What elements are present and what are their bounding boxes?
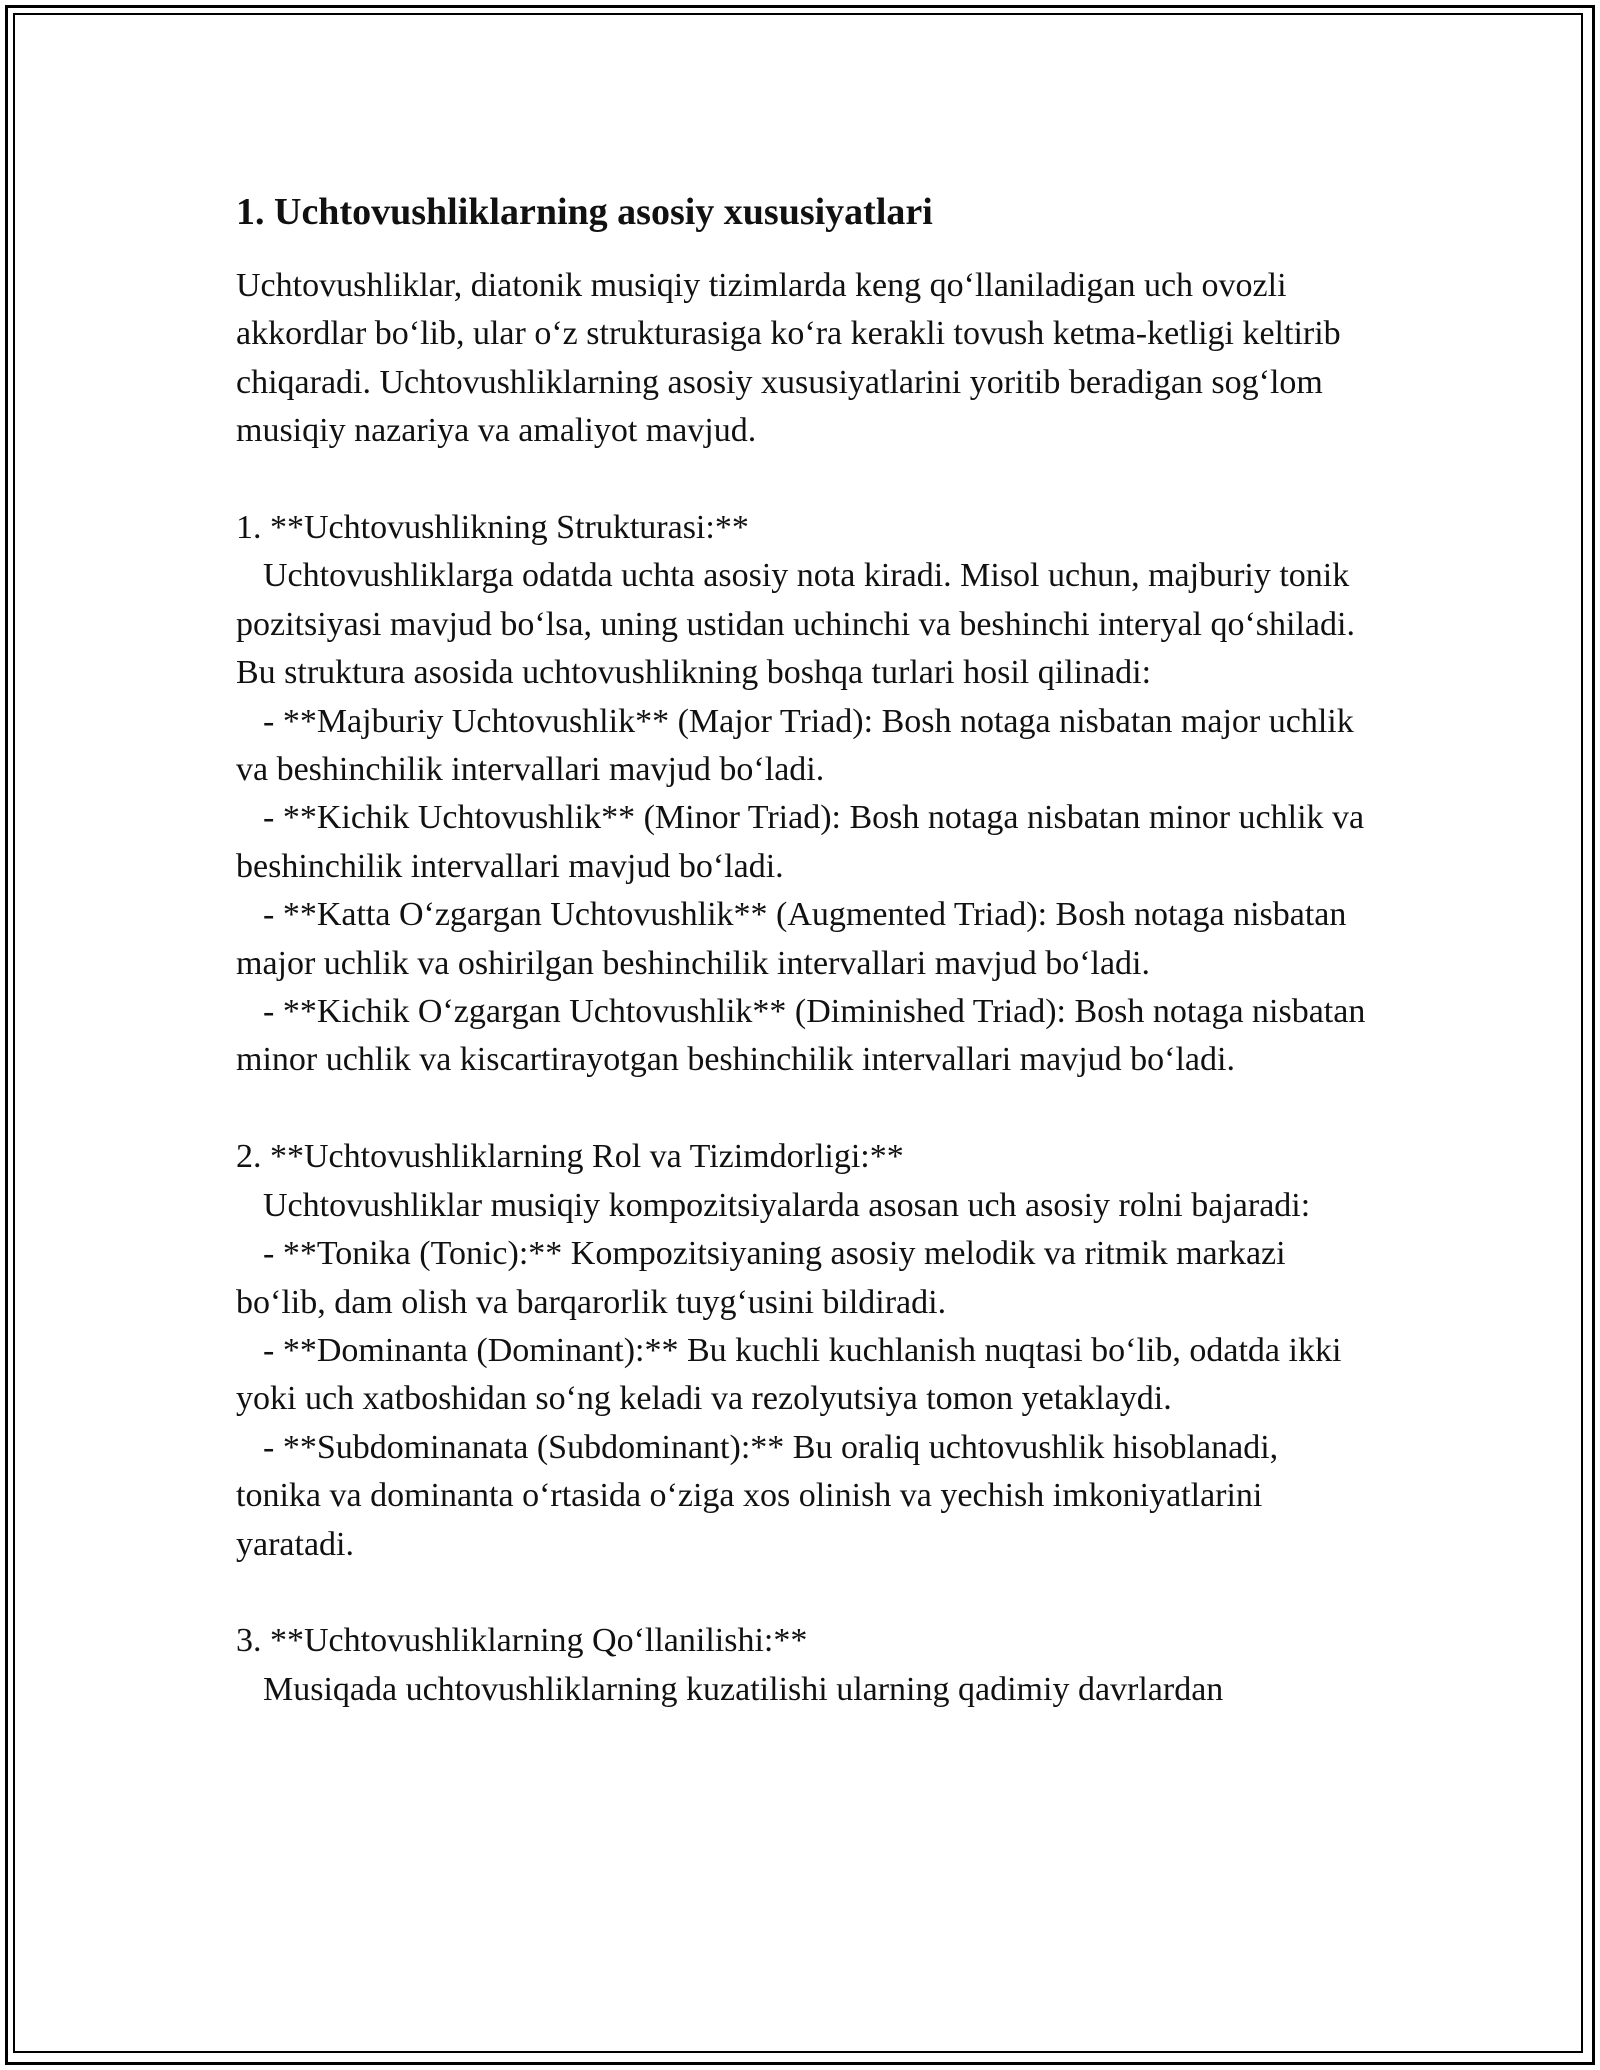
section-lead: Uchtovushliklar musiqiy kompozitsiyalarda asosan uch asosiy rolni bajaradi: bbox=[263, 1186, 1311, 1224]
paragraph-gap bbox=[236, 456, 1366, 504]
list-item: - **Dominanta (Dominant):** Bu kuchli kuchlanish nuqtasi bo‘lib, odatda ikki yoki uch xatboshidan so‘ng keladi va rezolyutsiya tomon yetaklaydi. bbox=[236, 1331, 1342, 1418]
paragraph-gap bbox=[236, 1569, 1366, 1617]
section-title: 3. **Uchtovushliklarning Qo‘llanilishi:** bbox=[236, 1622, 808, 1660]
intro-paragraph: Uchtovushliklar, diatonik musiqiy tizimlarda keng qo‘llaniladigan uch ovozli akkordlar bo‘lib, ular o‘z strukturasiga ko‘ra kerakli tovush ketma-ketligi keltirib chiqaradi. Uchtovushliklarning asosiy xususiyatlarini yoritib beradigan sog‘lom musiqiy nazariya va amaliyot mavjud. bbox=[236, 267, 1341, 450]
list-item: - **Majburiy Uchtovushlik** (Major Triad): Bosh notaga nisbatan major uchlik va beshinchilik intervallari mavjud bo‘ladi. bbox=[236, 702, 1354, 789]
section-lead: Uchtovushliklarga odatda uchta asosiy nota kiradi. Misol uchun, majburiy tonik pozitsiyasi mavjud bo‘lsa, uning ustidan uchinchi va beshinchi interyal qo‘shiladi. Bu struktura asosida uchtovushlikning boshqa turlari hosil qilinadi: bbox=[236, 557, 1355, 692]
section-title: 1. **Uchtovushlikning Strukturasi:** bbox=[236, 509, 749, 547]
page-title: 1. Uchtovushliklarning asosiy xususiyatlari bbox=[236, 191, 933, 233]
list-item: - **Kichik O‘zgargan Uchtovushlik** (Diminished Triad): Bosh notaga nisbatan minor uchlik va kiscartirayotgan beshinchilik intervallari mavjud bo‘ladi. bbox=[236, 993, 1366, 1079]
paragraph-gap bbox=[236, 1085, 1366, 1133]
section-lead: Musiqada uchtovushliklarning kuzatilishi ularning qadimiy davrlardan bbox=[263, 1670, 1224, 1708]
list-item: - **Subdominanata (Subdominant):** Bu oraliq uchtovushlik hisoblanadi, tonika va dominanta o‘rtasida o‘ziga xos olinish va yechish imkoniyatlarini yaratadi. bbox=[236, 1428, 1279, 1563]
section-title: 2. **Uchtovushliklarning Rol va Tizimdorligi:** bbox=[236, 1138, 904, 1176]
list-item: - **Tonika (Tonic):** Kompozitsiyaning asosiy melodik va ritmik markazi bo‘lib, dam olish va barqarorlik tuyg‘usini bildiradi. bbox=[236, 1235, 1286, 1321]
document-body bbox=[236, 186, 1366, 1714]
list-item: - **Katta O‘zgargan Uchtovushlik** (Augmented Triad): Bosh notaga nisbatan major uchlik va oshirilgan beshinchilik intervallari mavjud bo‘ladi. bbox=[236, 896, 1347, 982]
list-item: - **Kichik Uchtovushlik** (Minor Triad): Bosh notaga nisbatan minor uchlik va beshinchilik intervallari mavjud bo‘ladi. bbox=[236, 799, 1365, 885]
